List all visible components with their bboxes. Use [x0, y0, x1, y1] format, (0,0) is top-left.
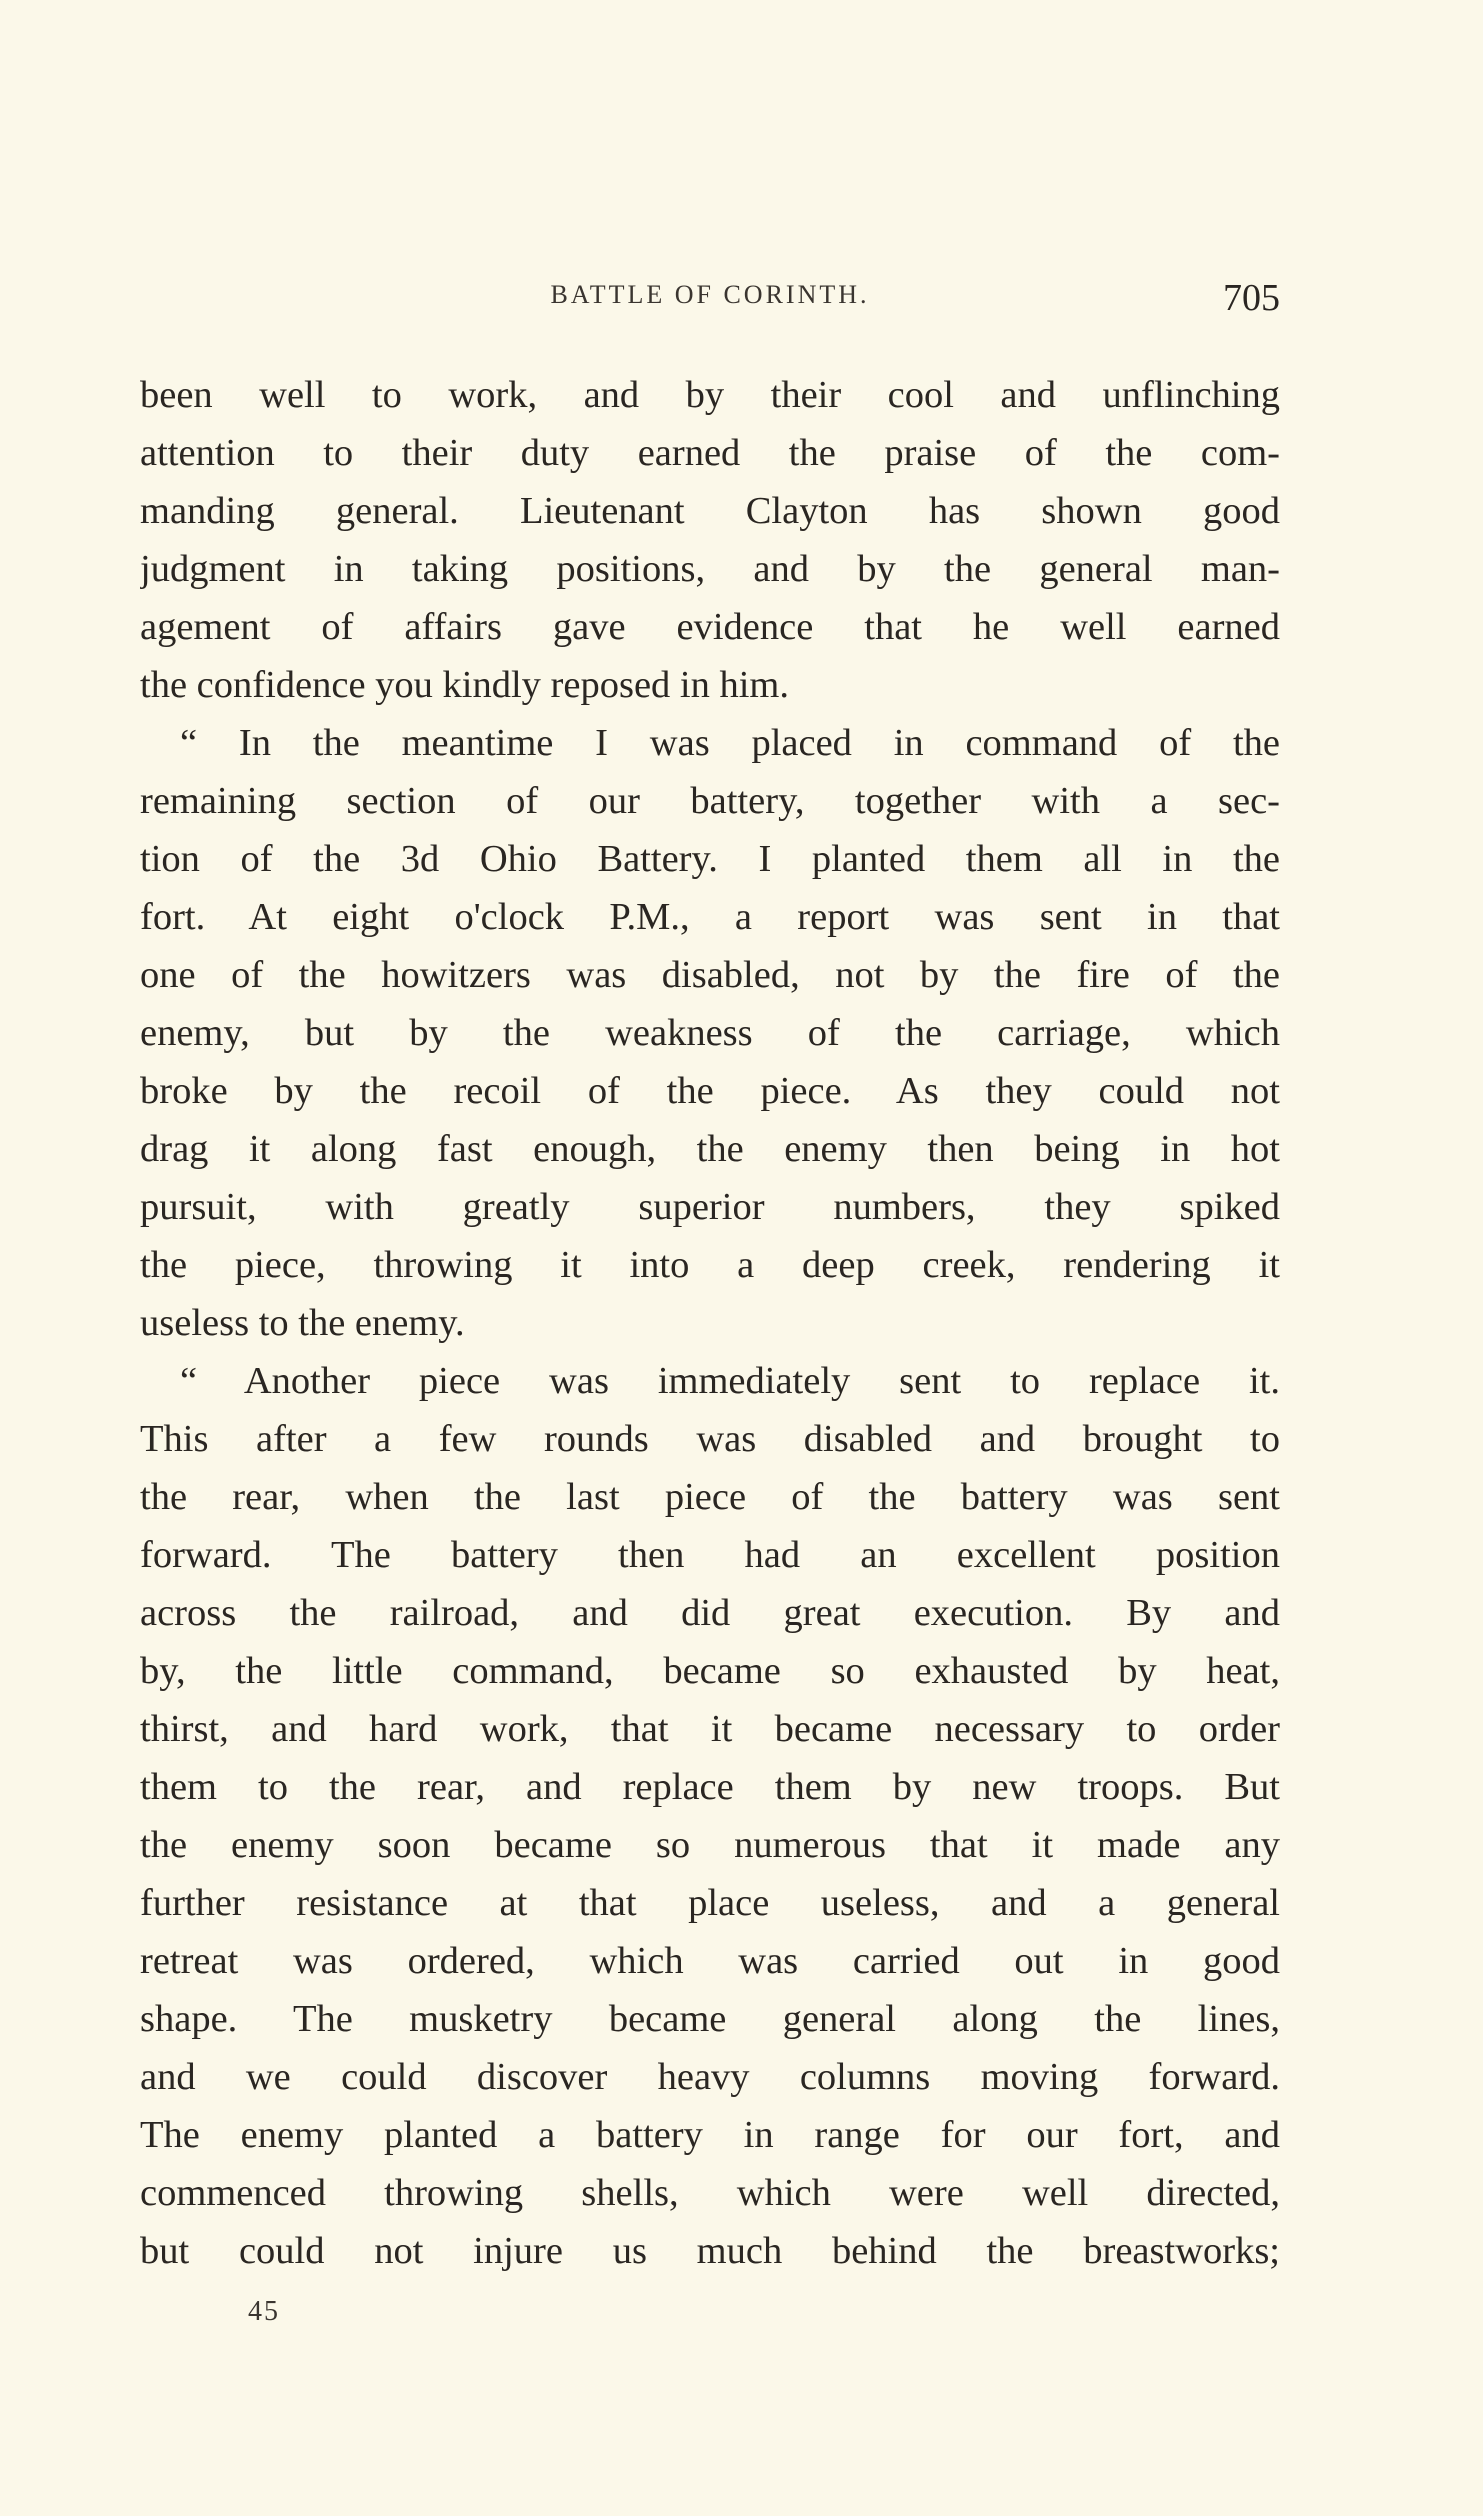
text-line: tion of the 3d Ohio Battery. I planted them all in the [140, 838, 1280, 880]
text-line: them to the rear, and replace them by new troops. But [140, 1766, 1280, 1808]
text-line: further resistance at that place useless, and a general [140, 1882, 1280, 1924]
text-line: by, the little command, became so exhausted by heat, [140, 1650, 1280, 1692]
text-line: judgment in taking positions, and by the general man- [140, 548, 1280, 590]
page-number: 705 [1223, 277, 1280, 319]
text-line: forward. The battery then had an excellent position [140, 1534, 1280, 1576]
text-line: thirst, and hard work, that it became necessary to order [140, 1708, 1280, 1750]
text-line: useless to the enemy. [140, 1302, 465, 1344]
text-line: retreat was ordered, which was carried out in good [140, 1940, 1280, 1982]
text-line: pursuit, with greatly superior numbers, they spiked [140, 1186, 1280, 1228]
text-line: drag it along fast enough, the enemy then being in hot [140, 1128, 1280, 1170]
text-line: broke by the recoil of the piece. As they could not [140, 1070, 1280, 1112]
text-line: shape. The musketry became general along the lines, [140, 1998, 1280, 2040]
text-line: remaining section of our battery, together with a sec- [140, 780, 1280, 822]
text-line: The enemy planted a battery in range for our fort, and [140, 2114, 1280, 2156]
text-line: the enemy soon became so numerous that it made any [140, 1824, 1280, 1866]
text-line: commenced throwing shells, which were well directed, [140, 2172, 1280, 2214]
text-line: “ In the meantime I was placed in command of the [180, 722, 1280, 764]
running-head [140, 277, 1280, 330]
text-line: fort. At eight o'clock P.M., a report was sent in that [140, 896, 1280, 938]
text-line: been well to work, and by their cool and unflinching [140, 374, 1280, 416]
signature-mark: 45 [248, 2296, 280, 2327]
text-line: but could not injure us much behind the breastworks; [140, 2230, 1280, 2272]
text-line: This after a few rounds was disabled and brought to [140, 1418, 1280, 1460]
text-line: attention to their duty earned the praise of the com- [140, 432, 1280, 474]
text-line: agement of affairs gave evidence that he well earned [140, 606, 1280, 648]
running-title: BATTLE OF CORINTH. [550, 280, 870, 309]
text-line: one of the howitzers was disabled, not by the fire of the [140, 954, 1280, 996]
body-text [140, 366, 1280, 2280]
text-line: the piece, throwing it into a deep creek, rendering it [140, 1244, 1280, 1286]
text-line: the rear, when the last piece of the battery was sent [140, 1476, 1280, 1518]
text-line: the confidence you kindly reposed in him. [140, 664, 789, 706]
text-line: across the railroad, and did great execution. By and [140, 1592, 1280, 1634]
text-line: manding general. Lieutenant Clayton has shown good [140, 490, 1280, 532]
text-line: enemy, but by the weakness of the carriage, which [140, 1012, 1280, 1054]
text-line: “ Another piece was immediately sent to replace it. [180, 1360, 1280, 1402]
text-line: and we could discover heavy columns moving forward. [140, 2056, 1280, 2098]
